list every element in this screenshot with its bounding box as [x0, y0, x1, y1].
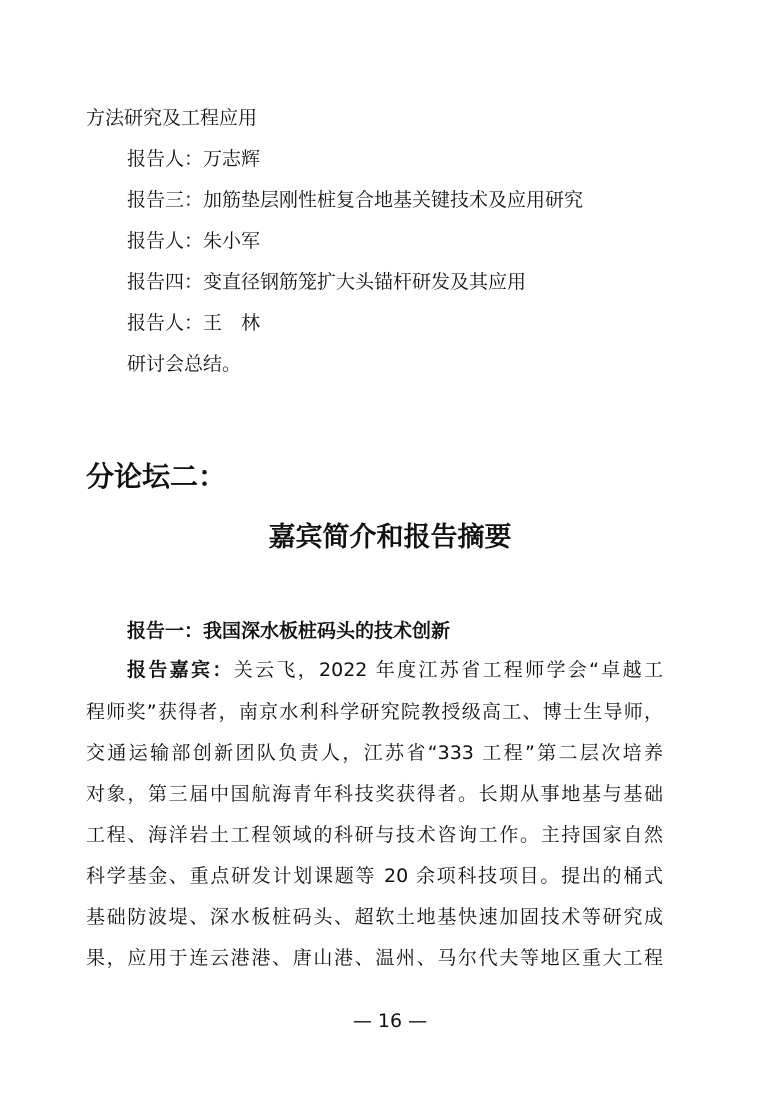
report-guest-line-2: 程师奖”获得者，南京水利科学研究院教授级高工、博士生导师， — [86, 701, 663, 723]
agenda-report-3: 报告三：加筋垫层刚性桩复合地基关键技术及应用研究 — [127, 189, 584, 211]
report-guest-line-5: 工程、海洋岩土工程领域的科研与技术咨询工作。主持国家自然 — [86, 824, 663, 846]
section-title: 嘉宾简介和报告摘要 — [268, 522, 512, 553]
report-guest-line-3: 交通运输部创新团队负责人，江苏省“333 工程”第二层次培养 — [86, 742, 663, 764]
report-guest-line-6: 科学基金、重点研发计划课题等 20 余项科技项目。提出的桶式 — [86, 865, 663, 887]
guest-label: 报告嘉宾： — [127, 659, 234, 681]
report-guest-line-7: 基础防波堤、深水板桩码头、超软土地基快速加固技术等研究成 — [86, 906, 663, 928]
agenda-report-4: 报告四：变直径钢筋笼扩大头锚杆研发及其应用 — [127, 271, 527, 293]
guest-text-1: 关云飞，2022 年度江苏省工程师学会“卓越工 — [233, 659, 663, 681]
agenda-line-continued: 方法研究及工程应用 — [86, 107, 258, 129]
report-guest-line-8: 果，应用于连云港港、唐山港、温州、马尔代夫等地区重大工程 — [86, 947, 663, 969]
report-title: 报告一：我国深水板桩码头的技术创新 — [127, 620, 451, 642]
report-guest-line-1 — [127, 656, 663, 684]
agenda-reporter-2: 报告人：万志辉 — [127, 148, 261, 170]
agenda-reporter-3: 报告人：朱小军 — [127, 230, 261, 252]
section-heading: 分论坛二： — [86, 460, 227, 493]
report-guest-line-4: 对象，第三届中国航海青年科技奖获得者。长期从事地基与基础 — [86, 783, 663, 805]
agenda-summary: 研讨会总结。 — [127, 353, 242, 375]
agenda-reporter-4: 报告人：王 林 — [127, 312, 261, 334]
page-number: — 16 — — [352, 1010, 428, 1032]
